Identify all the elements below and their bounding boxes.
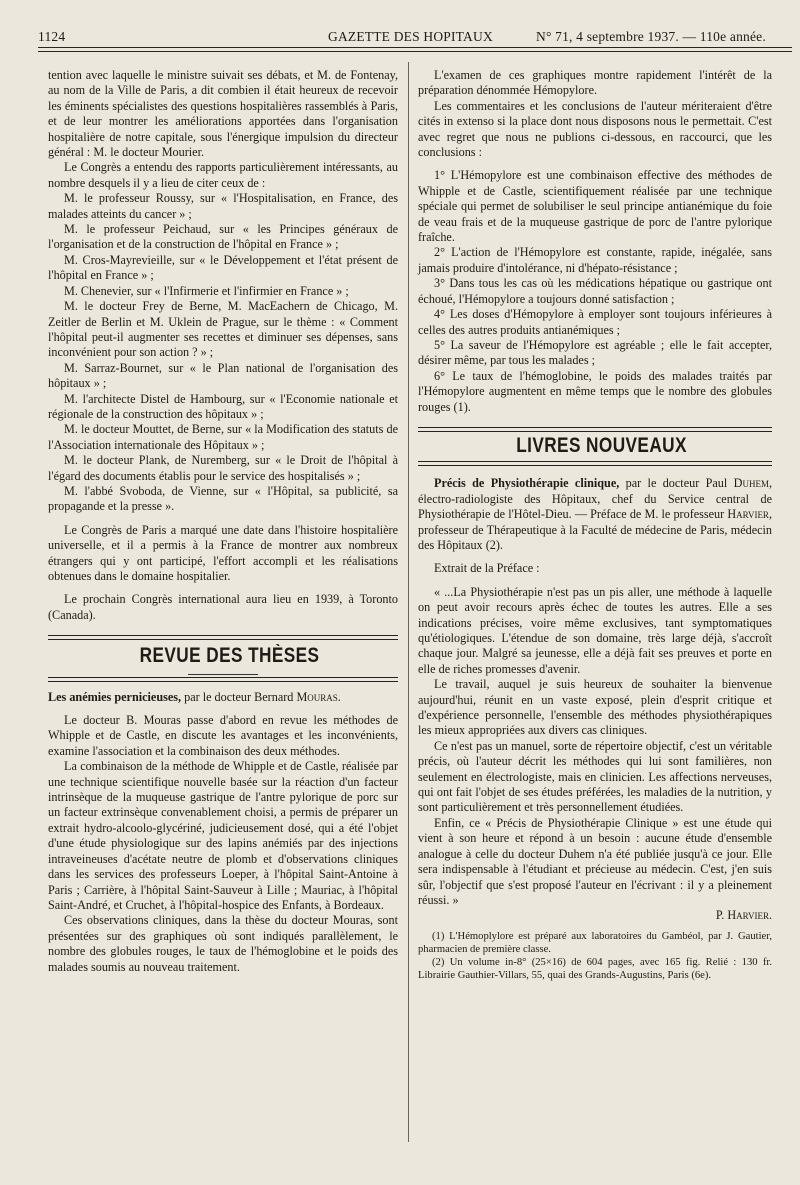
book-author: Duhem, xyxy=(733,476,772,491)
issue-info: N° 71, 4 septembre 1937. — 110e année. xyxy=(536,29,766,44)
section-title-revue-des-theses: REVUE DES THÈSES xyxy=(139,644,320,668)
conclusion-item: 6° Le taux de l'hémoglobine, le poids des malades traités par l'Hémopylore augmentent en même temps que le nombre des globules rouges (1). xyxy=(418,368,772,414)
paragraph: M. le professeur Peichaud, sur « les Principes généraux de l'organisation et de la construction de l'hôpital en France » ; xyxy=(48,222,398,252)
book-preface-author: Harvier, xyxy=(727,507,772,522)
conclusion-item: 2° L'action de l'Hémopylore est constante, rapide, inégalée, sans jamais produire d'intolérance, ni d'hépato-résistance ; xyxy=(418,245,772,275)
book-text: par le docteur Paul xyxy=(619,476,734,491)
thesis-heading xyxy=(48,690,398,705)
paragraph: M. le docteur Frey de Berne, M. MacEachern de Chicago, M. Zeitler de Berlin et M. Uklein de Prague, sur le thème : « Comment l'hôpital peut-il augmenter ses recettes et diminuer ses dépenses, sans inconvénient pour son action ? » ; xyxy=(48,299,398,360)
running-header xyxy=(38,25,790,47)
book-title: Précis de Physiothérapie clinique, xyxy=(434,476,620,491)
quote-paragraph: Ce n'est pas un manuel, sorte de répertoire objectif, c'est un véritable précis, où l'auteur décrit les méthodes qui lui sont familières, non seulement en électrologiste, mais en clinicien. Les affections nerveuses, qui ont fait l'objet de ses études préférées, les maladies de la nutrition, y sont particulièrement et très personnellement étudiées. xyxy=(418,738,772,815)
extract-label: Extrait de la Préface : xyxy=(434,561,540,576)
conclusion-item: 1° L'Hémopylore est une combinaison effective des méthodes de Whipple et de Castle, scientifiquement réalisée par une technique spéciale qui permet de solubiliser le seul principe antianémique du foie de veau frais et de la muqueuse gastrique de porc de l'antre pylorique fraîche. xyxy=(418,168,772,245)
footnotes xyxy=(418,930,772,982)
column-divider xyxy=(408,62,409,1142)
paragraph: tention avec laquelle le ministre suivait ses débats, et M. de Fontenay, au nom de la Ville de Paris, a dit combien il était heureux de recevoir les éminents spécialistes des questions hospitalières rassemblés à Paris, et de leur montrer les améliorations apportées dans l'organisation hospitalière de notre capitale, sous l'énergique impulsion du directeur général : M. le docteur Mourier. xyxy=(48,68,398,160)
paragraph: Le Congrès de Paris a marqué une date dans l'histoire hospitalière universelle, et il a permis à la France de montrer aux nombreux étrangers qui y ont participé, l'effort accompli et les réalisations obtenues dans le domaine hospitalier. xyxy=(48,522,398,583)
book-text: électro-radiologiste des Hôpitaux, chef du Service central de Physiothérapie de l'Hôtel-Dieu. — Préface de M. le professeur xyxy=(418,491,772,522)
conclusion-item: 4° Les doses d'Hémopylore à employer sont toujours inférieures à celles des autres produits antianémiques ; xyxy=(418,307,772,337)
book-text: professeur de Thérapeutique à la Faculté de médecine de Paris, médecin des Hôpitaux (2). xyxy=(418,522,772,552)
paragraph: L'examen de ces graphiques montre rapidement l'intérêt de la préparation dénommée Hémopylore. xyxy=(418,68,772,98)
section-title-livres-nouveaux: LIVRES NOUVEAUX xyxy=(516,433,687,457)
quote-paragraph: Le travail, auquel je suis heureux de souhaiter la bienvenue aujourd'hui, réunit en un vaste exposé, plein d'esprit critique et d'expérience personnelle, l'ensemble des méthodes physiothérapiques les mieux appropriées aux divers cas cliniques. xyxy=(418,677,772,738)
quote-paragraph: Enfin, ce « Précis de Physiothérapie Clinique » est une étude qui vient à son heure et répond à un besoin : aucune étude d'ensemble analogue à celle du docteur Duhem n'a été publiée jusqu'à ce jour. Elle sera indispensable à l'étudiant et précieuse au médecin. C'est, j'en suis sûr, l'objectif que s'est proposé l'auteur en l'écrivant : il y a pleinement réussi. » xyxy=(418,815,772,907)
signature: P. Harvier. xyxy=(715,908,772,923)
header-rule xyxy=(38,47,792,48)
book-entry xyxy=(418,476,772,553)
footnote: (2) Un volume in-8° (25×16) de 604 pages, avec 165 fig. Relié : 130 fr. Librairie Gauthier-Villars, 55, quai des Grands-Augustins, Paris (6e). xyxy=(418,956,772,981)
paragraph: Les commentaires et les conclusions de l'auteur mériteraient d'être cités in extenso si la place dont nous disposons nous le permettait. C'est avec regret que nous ne publions ci-dessous, en raccourci, que les conclusions : xyxy=(418,98,772,160)
thesis-title: Les anémies pernicieuses, xyxy=(48,689,182,704)
quote-paragraph: « ...La Physiothérapie n'est pas un pis aller, une méthode à laquelle on peut avoir recours après échec de toutes les autres. Elle a ses indications précises, voire même exclusives, tant symptomatiques qu'étiologiques. L'étendue de son domaine, très large déjà, s'accroît chaque jour. Malgré sa jeunesse, elle a déjà fait ses preuves et porte en elle de riches promesses d'avenir. xyxy=(418,584,772,676)
paragraph: M. Sarraz-Bournet, sur « le Plan national de l'organisation des hôpitaux » ; xyxy=(48,360,398,391)
footnote: (1) L'Hémoplylore est préparé aux laboratoires du Gambéol, par J. Gautier, pharmacien de première classe. xyxy=(418,930,772,955)
paragraph: M. l'abbé Svoboda, de Vienne, sur « l'Hôpital, sa publicité, sa propagande et la presse ». xyxy=(48,483,398,514)
paragraph: Ces observations cliniques, dans la thèse du docteur Mouras, sont présentées sur des graphiques où sont indiqués parallèlement, le nombre des globules rouges, le taux de l'hémoglobine et le poids des malades soumis au nouveau traitement. xyxy=(48,913,398,974)
paragraph: M. le docteur Mouttet, de Berne, sur « la Modification des statuts de l'Association internationale des Hôpitaux » ; xyxy=(48,422,398,452)
paragraph: Le prochain Congrès international aura lieu en 1939, à Toronto (Canada). xyxy=(48,592,398,622)
journal-title: GAZETTE DES HOPITAUX xyxy=(328,29,493,44)
paragraph: M. le docteur Plank, de Nuremberg, sur « le Droit de l'hôpital à l'égard des documents établis pour le service des hospitalisés » ; xyxy=(48,453,398,483)
paragraph: M. Chenevier, sur « l'Infirmerie et l'infirmier en France » ; xyxy=(64,283,349,298)
paragraph: Le Congrès a entendu des rapports particulièrement intéressants, au nombre desquels il y a lieu de citer ceux de : xyxy=(48,160,398,190)
conclusion-item: 5° La saveur de l'Hémopylore est agréable ; elle le fait accepter, désirer même, par tous les malades ; xyxy=(418,337,772,368)
paragraph: Le docteur B. Mouras passe d'abord en revue les méthodes de Whipple et de Castle, en discute les avantages et les inconvénients, examine l'association et la combinaison des deux méthodes. xyxy=(48,713,398,758)
thesis-by: par le docteur Bernard xyxy=(181,689,297,704)
page-number: 1124 xyxy=(38,29,66,44)
conclusion-item: 3° Dans tous les cas où les médications hépatique ou gastrique ont échoué, l'Hémopylore a toujours donné satisfaction ; xyxy=(418,276,772,306)
left-column xyxy=(48,68,398,975)
right-column xyxy=(418,68,772,982)
short-rule xyxy=(188,674,258,675)
paragraph: M. l'architecte Distel de Hambourg, sur « l'Economie nationale et régionale de la construction des hôpitaux » ; xyxy=(48,391,398,421)
paragraph: M. Cros-Mayrevieille, sur « le Développement et l'état présent de l'hôpital en France » ; xyxy=(48,252,398,283)
paragraph: La combinaison de la méthode de Whipple et de Castle, réalisée par une technique scientifique nouvelle basée sur la réaction d'un facteur intrinsèque de la muqueuse gastrique de l'antre pylorique de porc sur un facteur extrinsèque convenablement choisi, a permis de préparer un extrait hydro-alcoolo-glycériné, judicieusement dosé, qui a été l'objet d'une étude physiologique sur des lapins anémiés par des injections intraveineuses d'acétate neutre de plomb et d'observations cliniques dans les services des professeurs Loeper, à l'hôpital Saint-Antoine à Paris ; Carrière, à l'hôpital Saint-Sauveur à Lille ; Mauriac, à l'hôpital Saint-André, et Cruchet, à l'hôpital-hospice des Enfants, à Bordeaux. xyxy=(48,759,398,912)
thesis-author: Mouras. xyxy=(296,689,341,704)
header-rule-2 xyxy=(38,51,792,52)
paragraph: M. le professeur Roussy, sur « l'Hospitalisation, en France, des malades atteints du cancer » ; xyxy=(48,191,398,221)
